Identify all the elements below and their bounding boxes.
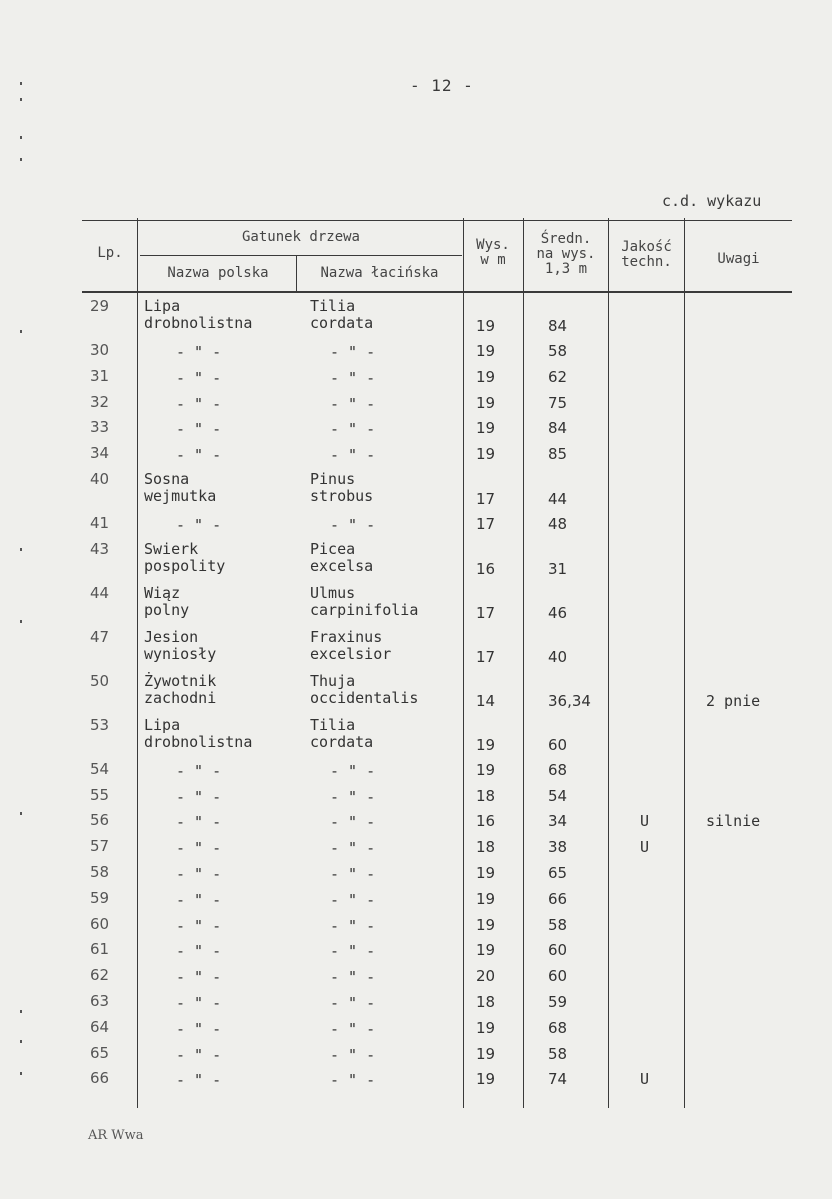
- header-quality-line2: techn.: [621, 254, 672, 270]
- row-polish-name: - " -: [176, 968, 222, 987]
- row-polish-name: - " -: [176, 394, 222, 413]
- column-divider: [608, 218, 609, 1108]
- header-height-line1: Wys.: [476, 237, 510, 253]
- row-diameter: 75: [548, 393, 568, 412]
- row-latin-name: strobus: [310, 487, 374, 505]
- row-lp: 50: [90, 671, 110, 690]
- row-latin-name: cordata: [310, 314, 374, 332]
- row-polish-name: - " -: [176, 865, 222, 883]
- row-lp: 29: [90, 297, 110, 315]
- row-lp: 53: [90, 715, 110, 734]
- row-quality: U: [640, 1070, 650, 1089]
- row-polish-name: Swierk: [144, 539, 199, 558]
- header-lp: Lp.: [97, 245, 123, 261]
- row-height: 19: [476, 367, 496, 386]
- row-height: 19: [476, 889, 496, 908]
- row-latin-name: Fraxinus: [310, 627, 383, 646]
- column-divider: [684, 218, 685, 1108]
- row-polish-name: drobnolistna: [144, 732, 253, 751]
- header-diameter-line1: Średn.: [540, 231, 592, 247]
- row-latin-name: Thuja: [310, 671, 356, 690]
- row-polish-name: - " -: [176, 890, 222, 909]
- header-diameter-line3: 1,3 m: [544, 261, 588, 277]
- row-lp: 47: [90, 627, 110, 646]
- row-polish-name: - " -: [176, 787, 222, 806]
- column-divider: [523, 218, 524, 1108]
- row-polish-name: - " -: [176, 446, 222, 465]
- row-height: 17: [476, 647, 496, 666]
- row-diameter: 31: [548, 559, 568, 578]
- header-species: Gatunek drzewa: [241, 229, 360, 245]
- row-lp: 43: [90, 539, 110, 558]
- row-height: 17: [476, 515, 496, 533]
- row-polish-name: Lipa: [144, 297, 181, 315]
- row-lp: 59: [90, 888, 110, 907]
- row-lp: 33: [90, 418, 110, 437]
- row-polish-name: - " -: [176, 916, 222, 935]
- row-height: 18: [476, 838, 496, 857]
- row-latin-name: occidentalis: [310, 688, 419, 707]
- row-height: 19: [476, 915, 496, 934]
- row-latin-name: - " -: [330, 787, 376, 806]
- row-latin-name: - " -: [330, 865, 376, 883]
- row-lp: 60: [90, 914, 110, 933]
- row-polish-name: polny: [144, 600, 190, 619]
- row-polish-name: - " -: [176, 761, 222, 780]
- row-height: 17: [476, 603, 496, 622]
- row-latin-name: - " -: [330, 890, 376, 909]
- row-lp: 58: [90, 863, 110, 881]
- row-polish-name: - " -: [176, 813, 222, 832]
- row-polish-name: - " -: [176, 343, 222, 361]
- row-diameter: 84: [548, 419, 568, 438]
- column-divider: [463, 218, 464, 1108]
- row-diameter: 36,34: [548, 691, 591, 710]
- row-lp: 34: [90, 444, 110, 463]
- row-latin-name: - " -: [330, 368, 376, 387]
- row-lp: 30: [90, 341, 110, 359]
- row-height: 16: [476, 559, 496, 578]
- row-diameter: 74: [548, 1070, 568, 1089]
- row-diameter: 60: [548, 967, 568, 986]
- row-diameter: 40: [548, 647, 568, 666]
- row-polish-name: - " -: [176, 516, 222, 534]
- row-lp: 40: [90, 470, 110, 488]
- row-latin-name: - " -: [330, 1071, 376, 1090]
- row-polish-name: - " -: [176, 368, 222, 387]
- row-latin-name: - " -: [330, 446, 376, 465]
- row-height: 19: [476, 1044, 496, 1063]
- subheader-rule: [140, 255, 462, 256]
- row-lp: 61: [90, 940, 110, 959]
- row-diameter: 46: [548, 603, 568, 622]
- row-height: 18: [476, 993, 496, 1011]
- row-height: 19: [476, 735, 496, 754]
- row-diameter: 48: [548, 515, 568, 533]
- row-diameter: 38: [548, 838, 568, 857]
- row-lp: 41: [90, 514, 110, 532]
- row-diameter: 58: [548, 1044, 568, 1063]
- row-lp: 65: [90, 1043, 110, 1062]
- row-lp: 63: [90, 992, 110, 1010]
- row-polish-name: wejmutka: [144, 487, 217, 505]
- row-diameter: 66: [548, 889, 568, 908]
- row-latin-name: - " -: [330, 968, 376, 987]
- row-latin-name: - " -: [330, 942, 376, 961]
- row-latin-name: excelsior: [310, 644, 392, 663]
- row-latin-name: excelsa: [310, 556, 374, 575]
- row-diameter: 62: [548, 367, 568, 386]
- row-quality: U: [640, 812, 650, 831]
- row-lp: 66: [90, 1069, 110, 1088]
- row-polish-name: - " -: [176, 839, 222, 858]
- row-height: 19: [476, 1018, 496, 1037]
- row-diameter: 68: [548, 760, 568, 779]
- row-polish-name: zachodni: [144, 688, 217, 707]
- row-polish-name: Żywotnik: [144, 671, 217, 690]
- row-diameter: 60: [548, 735, 568, 754]
- header-polish-name: Nazwa polska: [167, 265, 269, 281]
- row-height: 19: [476, 445, 496, 464]
- row-latin-name: carpinifolia: [310, 600, 419, 619]
- row-latin-name: cordata: [310, 732, 374, 751]
- row-diameter: 54: [548, 786, 568, 805]
- row-polish-name: Wiąz: [144, 583, 181, 602]
- row-diameter: 34: [548, 812, 568, 831]
- row-polish-name: Lipa: [144, 715, 181, 734]
- row-diameter: 84: [548, 317, 568, 335]
- row-diameter: 65: [548, 864, 568, 882]
- row-height: 19: [476, 864, 496, 882]
- row-polish-name: - " -: [176, 1071, 222, 1090]
- row-latin-name: - " -: [330, 916, 376, 935]
- archive-footer: AR Wwa: [88, 1128, 144, 1143]
- row-latin-name: Picea: [310, 539, 356, 558]
- row-latin-name: Ulmus: [310, 583, 356, 602]
- row-latin-name: Pinus: [310, 470, 356, 488]
- column-divider: [137, 218, 138, 1108]
- row-latin-name: - " -: [330, 839, 376, 858]
- row-diameter: 59: [548, 993, 568, 1011]
- row-latin-name: - " -: [330, 420, 376, 439]
- row-lp: 54: [90, 759, 110, 778]
- row-diameter: 60: [548, 941, 568, 960]
- row-lp: 32: [90, 392, 110, 411]
- header-bottom-rule: [82, 291, 792, 293]
- row-latin-name: - " -: [330, 994, 376, 1012]
- row-latin-name: - " -: [330, 516, 376, 534]
- header-remarks: Uwagi: [717, 251, 760, 267]
- row-diameter: 58: [548, 342, 568, 360]
- header-latin-name: Nazwa łacińska: [320, 265, 439, 281]
- row-latin-name: - " -: [330, 1019, 376, 1038]
- table-top-rule: [82, 220, 792, 221]
- row-height: 19: [476, 760, 496, 779]
- row-lp: 62: [90, 966, 110, 985]
- row-lp: 31: [90, 366, 110, 385]
- row-diameter: 85: [548, 445, 568, 464]
- row-latin-name: - " -: [330, 1045, 376, 1064]
- header-diameter: [524, 232, 608, 277]
- row-height: 19: [476, 317, 496, 335]
- row-quality: U: [640, 838, 650, 857]
- row-remarks: silnie: [706, 812, 761, 831]
- row-polish-name: - " -: [176, 994, 222, 1012]
- continuation-note: c.d. wykazu: [662, 192, 762, 210]
- row-height: 19: [476, 941, 496, 960]
- row-height: 14: [476, 691, 496, 710]
- header-diameter-line2: na wys.: [536, 246, 596, 262]
- row-height: 19: [476, 393, 496, 412]
- row-polish-name: - " -: [176, 1019, 222, 1038]
- row-polish-name: wyniosły: [144, 644, 217, 663]
- row-polish-name: pospolity: [144, 556, 226, 575]
- header-height: [463, 238, 523, 268]
- row-polish-name: - " -: [176, 942, 222, 961]
- row-diameter: 68: [548, 1018, 568, 1037]
- row-latin-name: - " -: [330, 343, 376, 361]
- row-height: 17: [476, 490, 496, 508]
- row-polish-name: Sosna: [144, 470, 190, 488]
- header-height-line2: w m: [480, 252, 506, 268]
- row-polish-name: - " -: [176, 420, 222, 439]
- header-quality-line1: Jakość: [621, 239, 672, 255]
- row-height: 16: [476, 812, 496, 831]
- row-height: 19: [476, 342, 496, 360]
- header-quality: [609, 240, 684, 270]
- row-remarks: 2 pnie: [706, 691, 761, 710]
- row-polish-name: - " -: [176, 1045, 222, 1064]
- row-lp: 44: [90, 583, 110, 602]
- row-diameter: 58: [548, 915, 568, 934]
- row-lp: 57: [90, 837, 110, 856]
- row-polish-name: Jesion: [144, 627, 199, 646]
- row-height: 19: [476, 419, 496, 438]
- row-latin-name: - " -: [330, 813, 376, 832]
- row-latin-name: - " -: [330, 394, 376, 413]
- row-latin-name: - " -: [330, 761, 376, 780]
- row-polish-name: drobnolistna: [144, 314, 253, 332]
- row-latin-name: Tilia: [310, 715, 356, 734]
- row-latin-name: Tilia: [310, 297, 356, 315]
- row-lp: 55: [90, 785, 110, 804]
- row-height: 18: [476, 786, 496, 805]
- row-lp: 56: [90, 811, 110, 830]
- row-height: 19: [476, 1070, 496, 1089]
- page-number: - 12 -: [410, 76, 474, 95]
- row-height: 20: [476, 967, 496, 986]
- row-diameter: 44: [548, 490, 568, 508]
- row-lp: 64: [90, 1017, 110, 1036]
